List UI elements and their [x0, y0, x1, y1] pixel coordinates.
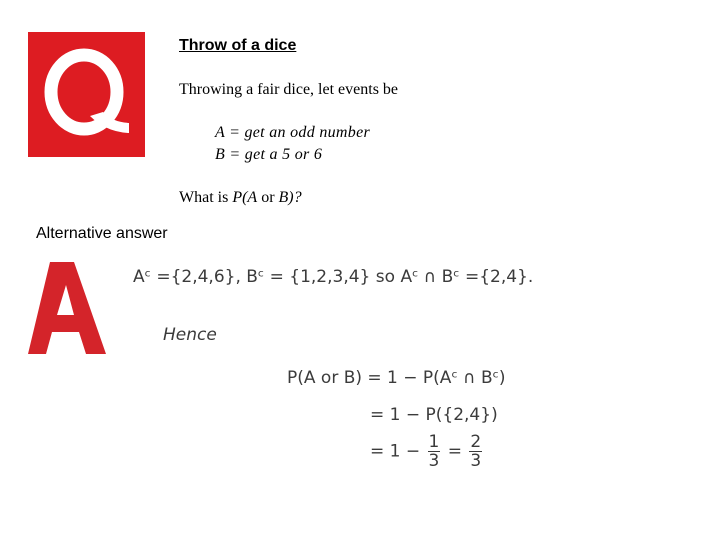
fraction-two-thirds — [469, 433, 482, 470]
fraction-one-third — [428, 433, 441, 470]
alternative-answer-label: Alternative answer — [36, 225, 168, 242]
question-prompt-expr: P(A — [232, 189, 258, 206]
event-a-definition: A = get an odd number — [215, 124, 371, 141]
fraction-one-third-denominator: 3 — [428, 451, 440, 471]
fraction-one-third-numerator: 1 — [428, 432, 440, 452]
question-intro: Throwing a fair dice, let events be — [179, 81, 399, 98]
question-prompt-expr2: B)? — [278, 189, 302, 206]
derivation-line-3 — [370, 433, 484, 477]
answer-logo-icon — [28, 260, 108, 356]
fraction-two-thirds-numerator: 2 — [470, 432, 482, 452]
question-logo-icon — [28, 32, 145, 157]
line3-prefix: = 1 − — [370, 441, 421, 462]
question-prompt — [179, 189, 302, 207]
question-prompt-prefix: What is — [179, 189, 233, 206]
fraction-two-thirds-denominator: 3 — [470, 451, 482, 471]
derivation-line-2: = 1 − P({2,4}) — [370, 405, 498, 425]
event-b-definition: B = get a 5 or 6 — [215, 146, 323, 163]
question-title: Throw of a dice — [179, 37, 297, 54]
line3-equals: = — [447, 441, 463, 462]
derivation-line-1: P(A or B) = 1 − P(Aᶜ ∩ Bᶜ) — [287, 368, 506, 388]
complement-sets-statement: Aᶜ ={2,4,6}, Bᶜ = {1,2,3,4} so Aᶜ ∩ Bᶜ ={2,4}. — [133, 267, 534, 287]
hence-label: Hence — [163, 325, 217, 345]
question-prompt-or: or — [257, 189, 279, 206]
